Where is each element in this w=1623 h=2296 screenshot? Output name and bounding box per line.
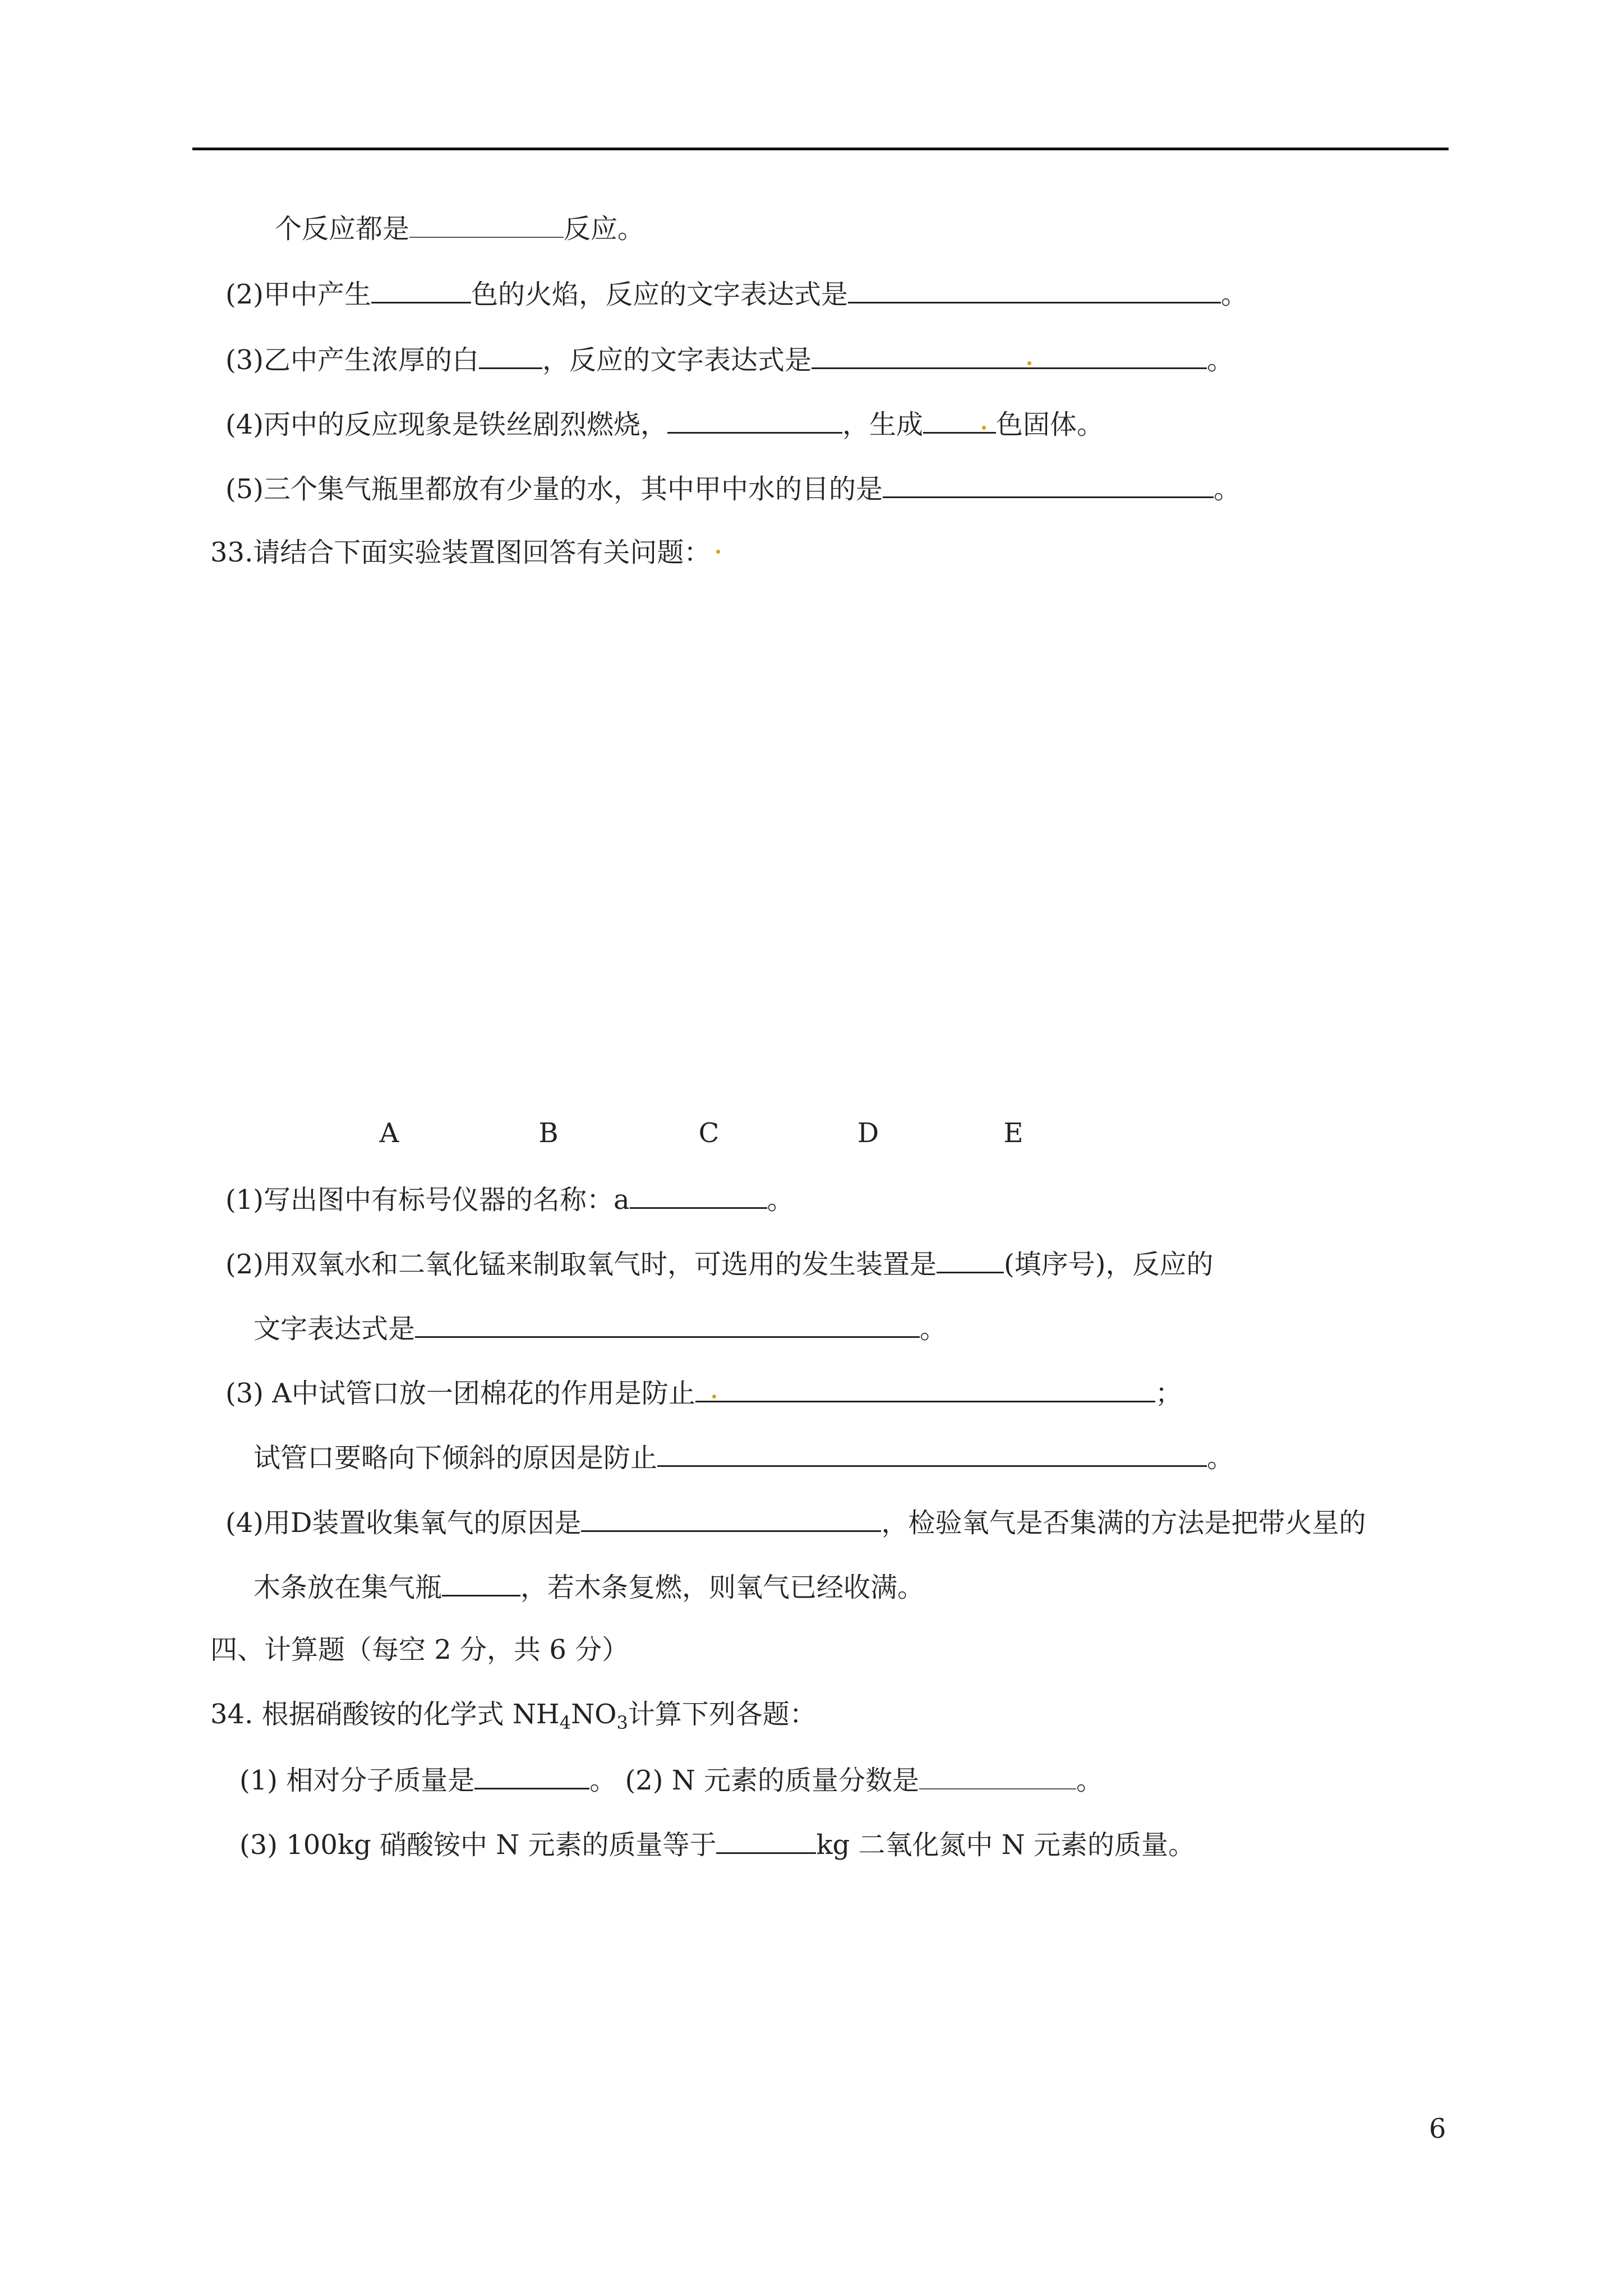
apparatus-label-a: A bbox=[379, 1117, 399, 1149]
answer-blank[interactable] bbox=[667, 403, 842, 434]
q33-sub-4-cont: 木条放在集气瓶 ，若木条复燃，则氧气已经收满。 bbox=[253, 1566, 924, 1605]
q32-line-0: 个反应都是 反应。 bbox=[275, 208, 644, 247]
q34-title: 34. 根据硝酸铵的化学式 $NH_4NO_3$计算下列各题： bbox=[210, 1699, 817, 1733]
mark-dot bbox=[982, 426, 986, 430]
header-rule bbox=[192, 148, 1449, 150]
answer-blank[interactable] bbox=[630, 1178, 767, 1209]
answer-blank[interactable] bbox=[442, 1566, 520, 1596]
answer-blank[interactable] bbox=[937, 1243, 1004, 1273]
apparatus-label-e: E bbox=[1003, 1117, 1023, 1149]
q32-line-5: (5)三个集气瓶里都放有少量的水，其中甲中水的目的是 。 bbox=[225, 467, 1241, 507]
answer-blank[interactable] bbox=[479, 338, 542, 369]
section-heading: 四、计算题（每空 2 分，共 6 分） bbox=[210, 1634, 629, 1665]
q34-part-3: (3) 100kg 硝酸铵中 N 元素的质量等于 kg 二氧化氮中 N 元素的质量。 bbox=[239, 1823, 1195, 1862]
answer-blank[interactable] bbox=[848, 273, 1221, 303]
answer-blank[interactable] bbox=[415, 1307, 920, 1338]
apparatus-label-b: B bbox=[538, 1117, 559, 1149]
q33-sub-3: (3) A中试管口放一团棉花的作用是防止 ； bbox=[225, 1372, 1182, 1411]
q34-parts-1-2: (1) 相对分子质量是 。 (2) N 元素的质量分数是 。 bbox=[239, 1759, 1103, 1798]
apparatus-label-c: C bbox=[698, 1117, 720, 1149]
answer-blank[interactable] bbox=[811, 338, 1207, 369]
answer-blank[interactable] bbox=[919, 1759, 1076, 1789]
q32-line-2: (2)甲中产生 色的火焰，反应的文字表达式是 。 bbox=[225, 273, 1248, 312]
q33-title: 33.请结合下面实验装置图回答有关问题： bbox=[210, 533, 722, 572]
q33-sub-3-cont: 试管口要略向下倾斜的原因是防止 。 bbox=[253, 1436, 1234, 1475]
answer-blank[interactable] bbox=[371, 273, 471, 303]
answer-blank[interactable] bbox=[716, 1823, 816, 1854]
mark-dot bbox=[1027, 361, 1031, 365]
answer-blank[interactable] bbox=[883, 467, 1214, 498]
q33-sub-2: (2)用双氧水和二氧化锰来制取氧气时，可选用的发生装置是 (填序号)，反应的 bbox=[225, 1243, 1213, 1282]
answer-blank[interactable] bbox=[409, 208, 564, 238]
answer-blank[interactable] bbox=[474, 1759, 589, 1789]
mark-dot bbox=[712, 1395, 716, 1398]
page-number: 6 bbox=[1429, 2113, 1446, 2145]
answer-blank[interactable] bbox=[923, 403, 996, 434]
apparatus-label-d: D bbox=[857, 1117, 879, 1149]
q33-sub-2-cont: 文字表达式是 。 bbox=[253, 1307, 947, 1346]
q32-line-3: (3)乙中产生浓厚的白 ，反应的文字表达式是 。 bbox=[225, 338, 1234, 378]
answer-blank[interactable] bbox=[657, 1436, 1207, 1467]
mark-dot bbox=[716, 550, 720, 554]
q33-sub-1: (1)写出图中有标号仪器的名称：a 。 bbox=[225, 1178, 794, 1217]
q33-sub-4: (4)用D装置收集氧气的原因是 ，检验氧气是否集满的方法是把带火星的 bbox=[225, 1501, 1366, 1540]
answer-blank[interactable] bbox=[581, 1501, 881, 1532]
q32-line-4: (4)丙中的反应现象是铁丝剧烈燃烧， ，生成 色固体。 bbox=[225, 403, 1104, 442]
answer-blank[interactable] bbox=[695, 1372, 1155, 1402]
